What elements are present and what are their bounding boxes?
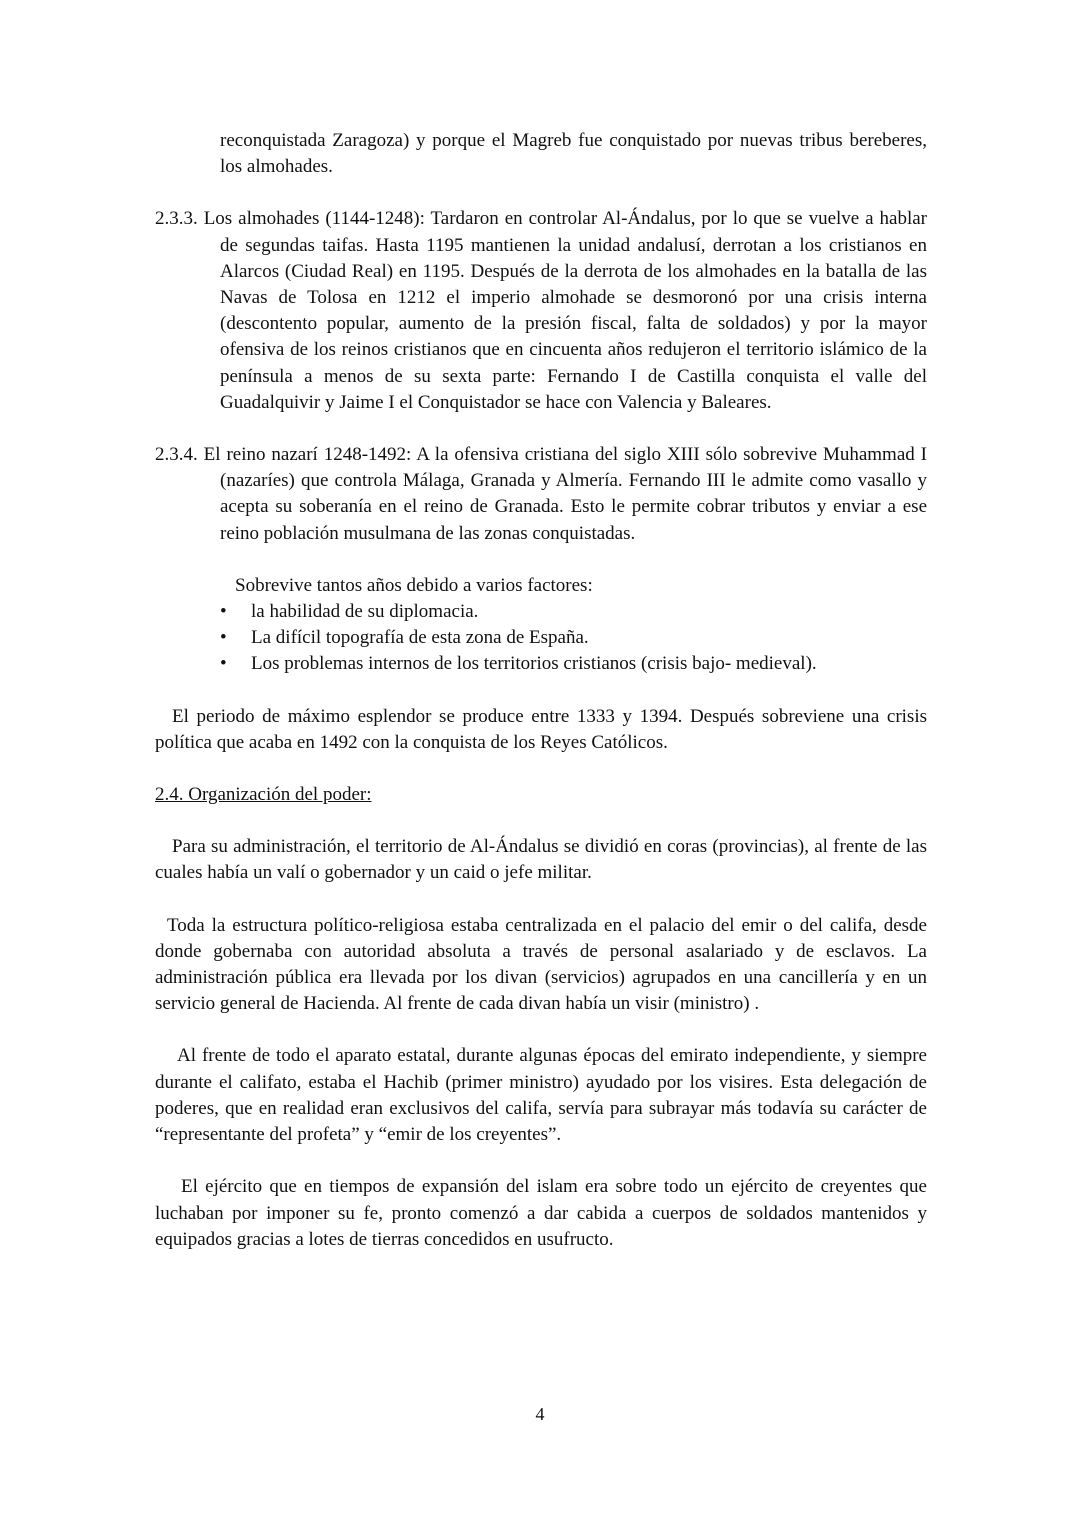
paragraph-ejercito: El ejército que en tiempos de expansión del islam era sobre todo un ejército de creyentes que luchaban por imponer su fe, pronto comenzó a dar cabida a cuerpos de soldados mantenidos y equipados gracias a lotes de tierras concedidos en usufructo. [155, 1176, 927, 1250]
paragraph-esplendor: El periodo de máximo esplendor se produce entre 1333 y 1394. Después sobreviene una crisis política que acaba en 1492 con la conquista de los Reyes Católicos. [155, 705, 927, 753]
bullet-icon: • [220, 627, 227, 649]
factors-intro: Sobrevive tantos años debido a varios factores: [235, 574, 593, 596]
paragraph-continuation: reconquistada Zaragoza) y porque el Magreb fue conquistado por nuevas tribus bereberes, los almohades. [220, 130, 927, 178]
page-content [155, 128, 927, 1253]
list-item-text: Los problemas internos de los territorios cristianos (crisis bajo- medieval). [251, 653, 817, 675]
list-item [220, 625, 927, 651]
list-item [220, 651, 927, 677]
paragraph-coras: Para su administración, el territorio de Al-Ándalus se dividió en coras (provincias), al frente de las cuales había un valí o gobernador y un caid o jefe militar. [155, 836, 927, 884]
factors-list [155, 599, 927, 678]
paragraph-2-3-4-reino-nazari: 2.3.4. El reino nazarí 1248-1492: A la ofensiva cristiana del siglo XIII sólo sobrevive Muhammad I (nazaríes) que controla Málaga, Granada y Almería. Fernando III le admite como vasallo y acepta su soberanía en el reino de Granada. Esto le permite cobrar tributos y enviar a ese reino población musulmana de las zonas conquistadas. [155, 444, 927, 544]
list-item-text: La difícil topografía de esta zona de España. [251, 627, 589, 649]
paragraph-hachib: Al frente de todo el aparato estatal, durante algunas épocas del emirato independiente, y siempre durante el califato, estaba el Hachib (primer ministro) ayudado por los visires. Esta delegación de poderes, que en realidad eran exclusivos del califa, servía para subrayar más todavía su carácter de “representante del profeta” y “emir de los creyentes”. [155, 1045, 927, 1146]
section-heading-2-4: 2.4. Organización del poder: [155, 784, 372, 806]
bullet-icon: • [220, 601, 227, 623]
bullet-icon: • [220, 653, 227, 675]
paragraph-2-3-3-almohades: 2.3.3. Los almohades (1144-1248): Tardaron en controlar Al-Ándalus, por lo que se vuelve a hablar de segundas taifas. Hasta 1195 mantienen la unidad andalusí, derrotan a los cristianos en Alarcos (Ciudad Real) en 1195. Después de la derrota de los almohades en la batalla de las Navas de Tolosa en 1212 el imperio almohade se desmoronó por una crisis interna (descontento popular, aumento de la presión fiscal, falta de soldados) y por la mayor ofensiva de los reinos cristianos que en cincuenta años redujeron el territorio islámico de la península a menos de su sexta parte: Fernando I de Castilla conquista el valle del Guadalquivir y Jaime I el Conquistador se hace con Valencia y Baleares. [155, 208, 927, 413]
page-number: 4 [535, 1404, 545, 1424]
paragraph-estructura: Toda la estructura político-religiosa estaba centralizada en el palacio del emir o del califa, desde donde gobernaba con autoridad absoluta a través de personal asalariado y de esclavos. La administración pública era llevada por los divan (servicios) agrupados en una cancillería y en un servicio general de Hacienda. Al frente de cada divan había un visir (ministro) . [155, 914, 927, 1015]
list-item-text: la habilidad de su diplomacia. [251, 601, 479, 623]
list-item [220, 599, 927, 625]
